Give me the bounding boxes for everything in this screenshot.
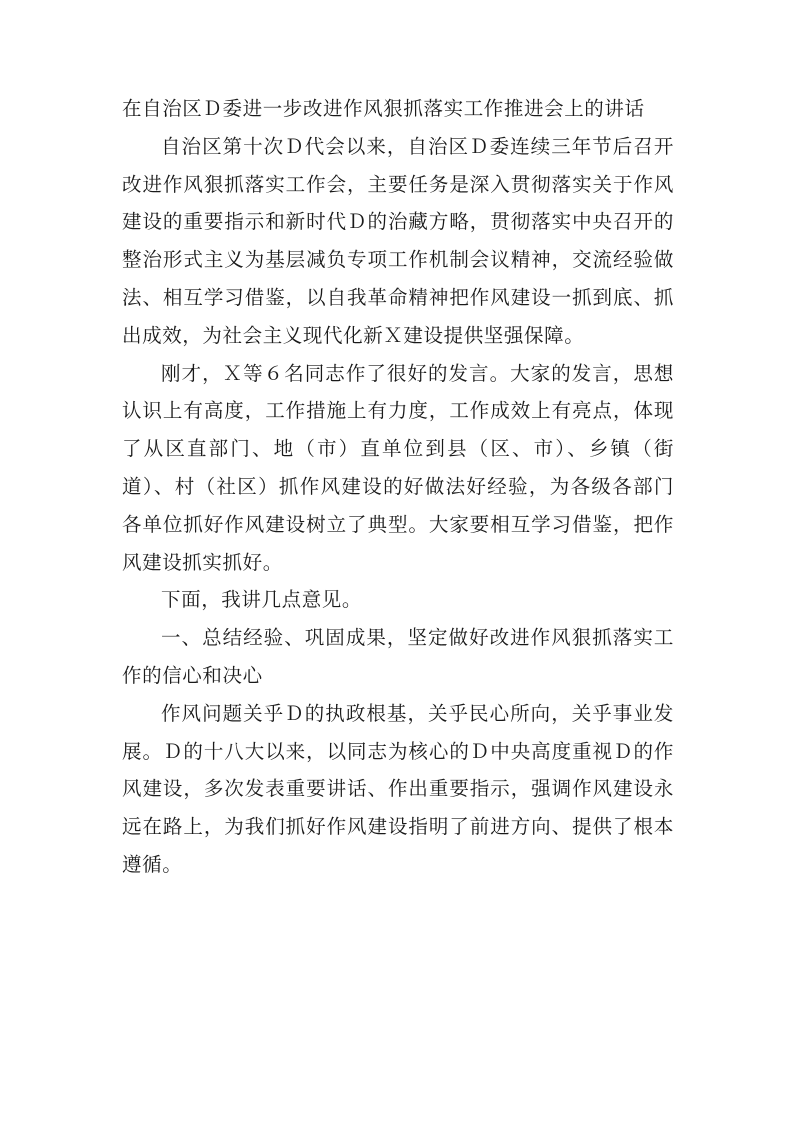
paragraph-transition: 下面，我讲几点意见。 [161,588,363,612]
paragraph-opening: 自治区第十次Ｄ代会以来，自治区Ｄ委连续三年节后召开改进作风狠抓落实工作会，主要任务是深入贯彻落实关于作风建设的重要指示和新时代Ｄ的治藏方略，贯彻落实中央召开的整治形式主义为基层减负专项工作机制会议精神，交流经验做法、相互学习借鉴，以自我革命精神把作风建设一抓到底、抓出成效，为社会主义现代化新Ｘ建设提供坚强保障。 [122,134,674,347]
document-body [122,90,674,884]
paragraph-speeches-review: 刚才，Ｘ等６名同志作了很好的发言。大家的发言，思想认识上有高度，工作措施上有力度，工作成效上有亮点，体现了从区直部门、地（市）直单位到县（区、市）、乡镇（街道）、村（社区）抓作风建设的好做法好经验，为各级各部门各单位抓好作风建设树立了典型。大家要相互学习借鉴，把作风建设抓实抓好。 [122,361,674,574]
document-title: 在自治区Ｄ委进一步改进作风狠抓落实工作推进会上的讲话 [122,97,645,120]
section-heading-one: 一、总结经验、巩固成果，坚定做好改进作风狠抓落实工作的信心和决心 [122,626,674,687]
paragraph-style-importance: 作风问题关乎Ｄ的执政根基，关乎民心所向，关乎事业发展。Ｄ的十八大以来，以同志为核心的Ｄ中央高度重视Ｄ的作风建设，多次发表重要讲话、作出重要指示，强调作风建设永远在路上，为我们抓好作风建设指明了前进方向、提供了根本遵循。 [122,701,674,876]
